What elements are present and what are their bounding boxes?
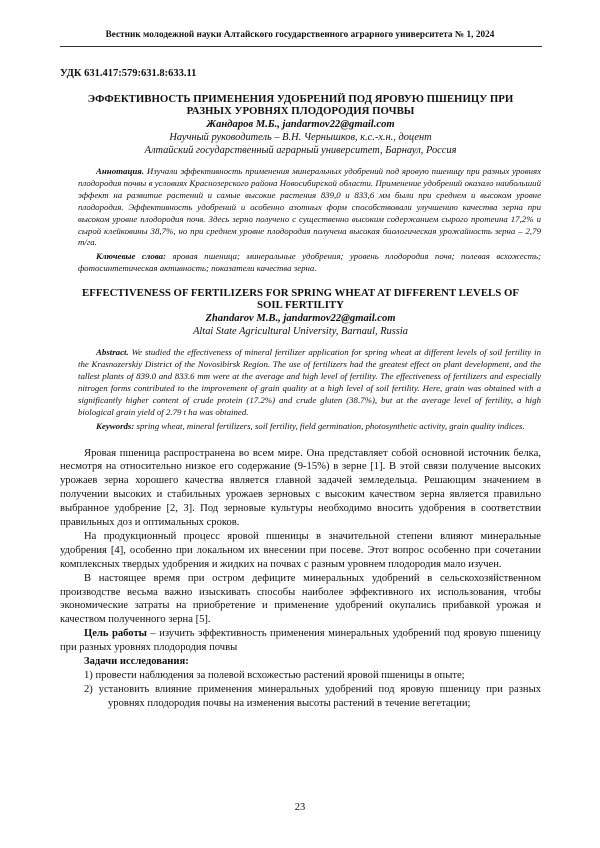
- abstract-label-en: Abstract.: [96, 347, 129, 358]
- article-body: [60, 447, 541, 711]
- authors-ru: Жандаров М.Б., jandarmov22@gmail.com: [206, 119, 395, 130]
- keywords-label-ru: Ключевые слова:: [96, 251, 167, 262]
- body-paragraph-1: Яровая пшеница распространена во всем мире. Она представляет собой основной источник белка, несмотря на относительно низкое его содержание (9-15%) в зерне [1]. В этой связи получение высоких урожаев зерна хорошего качества является главной задачей земледельца. Решающим значением в получении высоких и стабильных урожаев зерновых с высоким качеством зерна является правильно выбранное удобрение [2, 3]. Под зерновые культуры необходимо вносить удобрения в соответствии правильных доз и оптимальных сроков.: [60, 447, 541, 529]
- task-item-1: 1) провести наблюдения за полевой всхожестью растений яровой пшеницы в опыте;: [84, 670, 465, 681]
- affiliation-ru: Алтайский государственный аграрный университет, Барнаул, Россия: [144, 145, 457, 156]
- authors-en: Zhandarov M.B., jandarmov22@gmail.com: [205, 313, 396, 325]
- abstract-ru: [60, 166, 541, 249]
- udc-code: УДК 631.417:579:631.8:633.11: [60, 68, 197, 79]
- abstract-text-ru: Изучали эффективность применения минеральных удобрений под яровую пшеницу при разных уровнях плодородия почвы в условиях Краснозерского района Новосибирской области. Применение удобрений оказало наибольший эффект на развитие растений и самые высокие растения 839,0 и 833,6 мм были при среднем и высоком уровне плодородия. Эффективность удобрений и особенно азотных форм способствовали улучшению качества зерна при высоком уровне плодородия почв. Здесь зерно получено с существенно высоким содержанием сырого протеина 17,2% и сырой клейковины 38,7%, но при среднем уровне плодородия получена высокая биологическая урожайность зерна – 2,79 т/га.: [78, 166, 541, 248]
- abstract-text-en: We studied the effectiveness of mineral fertilizer application for spring wheat at different levels of soil fertility in the Krasnozerskiy District of the Novosibirsk Region. The use of fertilizers had the greatest effect on plant development, and the tallest plants of 839.0 and 833.6 mm were at the average and high level of fertility. The effectiveness of fertilizers and especially nitrogen forms contributed to the improvement of grain quality at a high level of soil fertility. Here, grain was obtained with a significantly higher content of crude protein (17.2%) and crude gluten (38.7%), but at the average level of fertility, a high biological grain yield of 2.79 t ha was obtained.: [78, 347, 541, 417]
- title-ru: ЭФФЕКТИВНОСТЬ ПРИМЕНЕНИЯ УДОБРЕНИЙ ПОД ЯРОВУЮ ПШЕНИЦУ ПРИ РАЗНЫХ УРОВНЯХ ПЛОДОРОДИЯ ПОЧВЫ: [87, 93, 514, 117]
- running-header: Вестник молодежной науки Алтайского государственного аграрного университета № 1, 2024: [105, 29, 495, 39]
- keywords-label-en: Keywords:: [96, 420, 135, 431]
- supervisor-ru: Научный руководитель – В.Н. Чернышков, к.с.-х.н., доцент: [169, 132, 432, 143]
- affiliation-en: Altai State Agricultural University, Barnaul, Russia: [193, 326, 408, 338]
- page-number: 23: [294, 802, 306, 813]
- task-item-2: 2) установить влияние применения минеральных удобрений под яровую пшеницу при разных уровнях плодородия почвы на изменения высоты растений в течение вегетации;: [84, 683, 541, 709]
- goal-paragraph: [60, 627, 541, 655]
- header-rule: [60, 46, 542, 47]
- body-paragraph-2: На продукционный процесс яровой пшеницы в значительной степени влияют минеральные удобрения [4], особенно при локальном их внесении при посеве. Этот вопрос особенно при сочетании комплексных твердых удобрения и жидких на почвах с разным уровнем плодородия мало изучен.: [60, 530, 541, 570]
- tasks-heading: Задачи исследования:: [84, 656, 189, 668]
- keywords-text-ru: яровая пшеница; минеральные удобрения; уровень плодородия почв; полевая всхожесть; фотосинтетическая активность; показатели качества зерна.: [78, 251, 541, 274]
- keywords-en: [60, 421, 541, 433]
- keywords-text-en: spring wheat, mineral fertilizers, soil fertility, field germination, photosynthetic activity, grain quality indices.: [134, 420, 525, 431]
- abstract-en: [60, 347, 541, 418]
- title-en: EFFECTIVENESS OF FERTILIZERS FOR SPRING WHEAT AT DIFFERENT LEVELS OF SOIL FERTILITY: [82, 287, 519, 312]
- goal-text: – изучить эффективность применения минеральных удобрений под яровую пшеницу при разных уровнях плодородия почвы: [60, 628, 541, 654]
- keywords-ru: [60, 251, 541, 275]
- body-paragraph-3: В настоящее время при остром дефиците минеральных удобрений в сельскохозяйственном производстве весьма важно изыскивать способы наиболее эффективного их использования, чтобы экономические затраты на приобретение и применение удобрений окупались прибавкой урожая и качеством полученного зерна [5].: [60, 572, 541, 626]
- goal-label: Цель работы: [84, 628, 147, 640]
- abstract-label-ru: Аннотация.: [96, 166, 145, 176]
- article-content: [60, 68, 541, 711]
